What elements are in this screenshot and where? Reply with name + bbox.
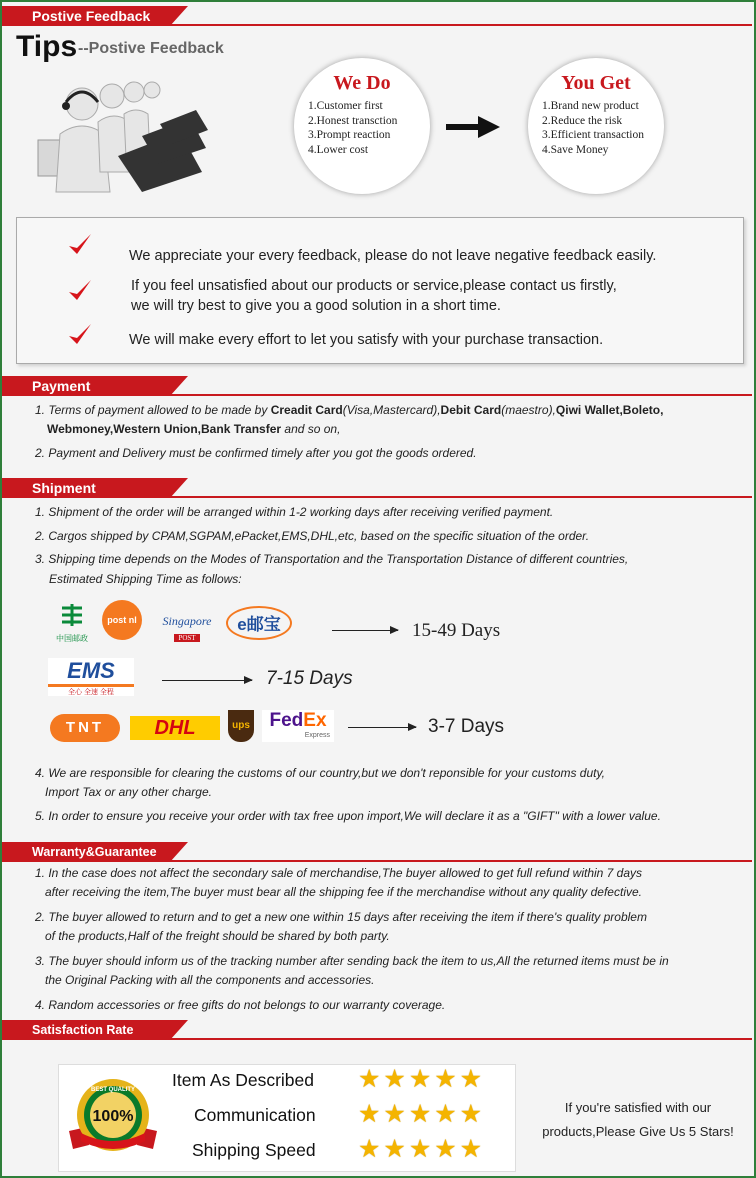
- singapore-post-logo: Singapore POST: [162, 614, 212, 642]
- checkmark-icon: [67, 232, 93, 258]
- list-item: 1.Customer first: [308, 100, 383, 112]
- feedback-line: We appreciate your every feedback, please do not leave negative feedback easily.: [129, 248, 657, 264]
- epacket-logo: e邮宝: [226, 606, 292, 640]
- fedex-logo: FedEx Express: [262, 710, 334, 742]
- ems-logo: EMS 全心 全速 全程: [48, 658, 134, 696]
- warranty-item-3: 3. The buyer should inform us of the tracking number after sending back the item to us,All the returned items must be in: [35, 954, 669, 968]
- section-header-feedback: [2, 6, 752, 26]
- list-item: 4.Lower cost: [308, 143, 369, 156]
- you-get-circle: [528, 58, 664, 194]
- checkmark-icon: [67, 322, 93, 348]
- section-title: Shipment: [2, 478, 170, 498]
- svg-text:100%: 100%: [92, 1108, 134, 1125]
- we-do-list: [294, 99, 430, 157]
- you-get-list: [528, 99, 664, 157]
- rating-label: Item As Described: [172, 1070, 314, 1090]
- right-arrow-icon: [446, 116, 500, 138]
- tips-title: Tips: [16, 30, 78, 63]
- five-star-rating: ★★★★★: [358, 1100, 486, 1128]
- delivery-days: 7-15 Days: [266, 668, 353, 689]
- shipment-item-4: 4. We are responsible for clearing the customs of our country,but we don't reponsible for your customs duty,: [35, 766, 605, 780]
- feedback-notice-box: [16, 217, 744, 364]
- warranty-item-2: 2. The buyer allowed to return and to get a new one within 15 days after receiving the item if there's quality problem: [35, 910, 647, 924]
- arrow-icon: [162, 680, 252, 681]
- list-item: 2.Reduce the risk: [542, 114, 623, 127]
- shipment-item-5: 5. In order to ensure you receive your order with tax free upon import,We will declare it as a "GIFT" with a lower value.: [35, 809, 661, 823]
- dhl-logo: DHL: [130, 716, 220, 740]
- feedback-line: We will make every effort to let you satisfy with your purchase transaction.: [129, 332, 604, 348]
- checkmark-icon: [67, 278, 93, 304]
- five-star-request: If you're satisfied with our products,Please Give Us 5 Stars!: [542, 1100, 734, 1139]
- section-header-shipment: [2, 478, 752, 498]
- quality-badge-icon: [65, 1075, 161, 1165]
- feedback-line: we will try best to give you a good solution in a short time.: [131, 298, 501, 314]
- list-item: 1.Brand new product: [542, 100, 639, 112]
- postnl-logo: post nl: [102, 600, 142, 640]
- delivery-days: 3-7 Days: [428, 716, 505, 737]
- section-header-satisfaction: [2, 1020, 752, 1040]
- feedback-line: If you feel unsatisfied about our products or service,please contact us firstly,: [131, 278, 617, 294]
- arrow-icon: [348, 727, 416, 728]
- section-title: Postive Feedback: [2, 6, 170, 26]
- five-star-rating: ★★★★★: [358, 1065, 486, 1093]
- shipment-item-1: 1. Shipment of the order will be arranged within 1-2 working days after receiving verified payment.: [35, 505, 554, 519]
- payment-item-1: 1. Terms of payment allowed to be made by Creadit Card(Visa,Mastercard),Debit Card(maestro),Qiwi Wallet,Boleto, Webmoney,Western Union,Bank Transfer and so on,: [35, 403, 664, 436]
- warranty-item-4: 4. Random accessories or free gifts do not belongs to our warranty coverage.: [35, 998, 446, 1012]
- shipment-item-4-cont: Import Tax or any other charge.: [45, 785, 212, 799]
- rating-label: Shipping Speed: [192, 1140, 316, 1160]
- payment-item-2: 2. Payment and Delivery must be confirmed timely after you got the goods ordered.: [35, 446, 477, 460]
- warranty-item-3-cont: the Original Packing with all the components and accessories.: [45, 973, 375, 987]
- shipment-item-3: 3. Shipping time depends on the Modes of Transportation and the Transportation Distance of different countries,: [35, 552, 629, 566]
- rating-label: Communication: [194, 1105, 316, 1125]
- list-item: 3.Efficient transaction: [542, 129, 644, 141]
- customer-service-illustration: [30, 72, 240, 202]
- we-do-circle: [294, 58, 430, 194]
- warranty-item-2-cont: of the products,Half of the freight should be shared by both party.: [45, 929, 390, 943]
- tips-subtitle: --Postive Feedback: [78, 40, 224, 57]
- list-item: 3.Prompt reaction: [308, 129, 391, 141]
- section-title: Satisfaction Rate: [2, 1020, 170, 1040]
- five-star-rating: ★★★★★: [358, 1135, 486, 1163]
- arrow-icon: [332, 630, 398, 631]
- you-get-heading: You Get: [561, 72, 631, 94]
- ups-logo: ups: [228, 710, 254, 742]
- tnt-logo: TNT: [50, 714, 120, 742]
- shipment-item-2: 2. Cargos shipped by CPAM,SGPAM,ePacket,EMS,DHL,etc, based on the specific situation of the order.: [35, 529, 590, 543]
- list-item: 4.Save Money: [542, 143, 609, 156]
- shipment-item-3-cont: Estimated Shipping Time as follows:: [49, 572, 242, 586]
- section-title: Warranty&Guarantee: [2, 842, 170, 862]
- warranty-item-1: 1. In the case does not affect the secondary sale of merchandise,The buyer allowed to get full refund within 7 days: [35, 866, 643, 880]
- section-title: Payment: [2, 376, 170, 396]
- svg-text:BEST QUALITY: BEST QUALITY: [90, 1087, 136, 1093]
- delivery-days: 15-49 Days: [412, 620, 501, 641]
- we-do-heading: We Do: [333, 72, 391, 94]
- section-header-payment: [2, 376, 752, 396]
- section-header-warranty: [2, 842, 752, 862]
- warranty-item-1-cont: after receiving the item,The buyer must bear all the shipping fee if the merchandise without any quality defective.: [45, 885, 642, 899]
- china-post-logo: 中国邮政: [50, 602, 94, 642]
- list-item: 2.Honest transction: [308, 114, 398, 127]
